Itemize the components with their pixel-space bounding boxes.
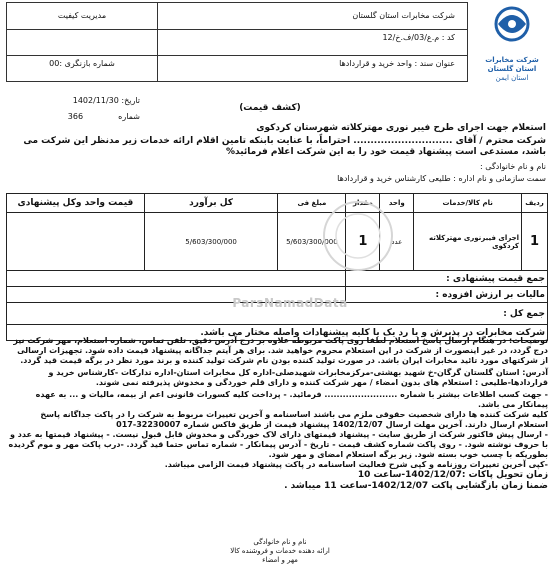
name-line: نام و نام خانوادگی : [480,162,546,171]
row-item: اجرای فیبرنوری مهترکلاته کردکوی [414,213,522,271]
vat-label: مالیات بر ارزش افزوده : [346,287,548,303]
company-name: شرکت مخابرات استان گلستان [352,11,455,20]
signature-supplier: ارائه دهنده خدمات و فروشنده کالا [230,547,330,555]
revision-number: شماره بازنگری :00 [49,59,115,68]
note-paragraph: توضیحات: در هنگام ارسال پاسخ استعلام لطفا روی پاکت مربوطه علاوه بر درج آدرس دقیق، تلفن تماس، شماره استعلام، مهر شرکت نیز درج گردد، در غیر اینصورت از شرکت در این استعلام محروم خواهید شد. برای هر آیتم جداگانه پیشنهاد قیمت داده شود. تجهیزات ارسالی از شرکتهای مورد تائید مخابرات ایران باشد. در صورت تولید کننده بودن نام شرکت تولید کننده و برند مورد نظر در برگه قیمت قید گردد. [13,336,548,365]
telecom-logo-icon [476,4,548,52]
header-divider [7,55,467,56]
col-header-item: نام کالا/خدمات [414,194,522,213]
letter-date: تاریخ: 1402/11/30 [72,96,140,105]
logo-text: شرکت مخابرات استان گلستان [485,56,539,73]
organization-line: سمت سازمانی و نام اداره : طلیعی کارشناس خرید و قراردادها [337,174,546,183]
letter-number [20,112,140,122]
table-header-row [7,194,548,213]
note-paragraph: - جهت کسب اطلاعات بیشتر با شماره ........................ فرمائید. - پرداخت کلیه کسورات قانونی اعم از بیمه، مالیات و ... به عهده پیمانکار می باشد. [35,390,548,409]
sum-row [7,271,548,287]
header-divider [7,29,467,30]
row-number: 1 [522,213,548,271]
delivery-time: زمان تحویل پاکات :1402/12/07-ساعت 10 [357,470,548,480]
document-title: عنوان سند : واحد خرید و قراردادها [339,59,455,68]
col-header-total-estimate: کل برآورد [144,194,278,213]
table-row [7,213,548,271]
inquiry-title: استعلام جهت اجرای طرح فیبر نوری مهترکلاته شهرستان کردکوی [256,123,546,133]
note-paragraph: -کپی آخرین تغییرات روزنامه و کپی شرح فعالیت اساسنامه در پاکت پیشنهاد قیمت الزامی میباشد. [164,460,548,469]
watermark: ParsNamadData [232,296,348,310]
row-proposal [7,213,145,271]
note-paragraph: - ارسال پیش فاکتور شرکت از طریق سایت - پیشنهاد قیمتهای دارای لاک خوردگی و مخدوش قابل قبول نیست. - پیشنهاد قیمتها به عدد و با حروف نوشته شود. - روی پاکت شماره کشف قیمت - تاریخ - آدرس پیمانکار - شماره تماس حتما قید گردد. -درب پاکت مهر و موم گردیده بطوریکه با چسب خوب بسته شود. زیر برگه استعلام امضای و مهر شود. [8,430,548,459]
note-paragraph: کلیه شرکت کننده ها دارای شخصیت حقوقی ملزم می باشند اساسنامه و آخرین تغییرات مربوط به شرکت را در پاکت جداگانه پاسخ استعلام ارسال دارند. آخرین مهلت ارسال 1402/12/07 پیشنهاد قیمت از طریق فاکس شماره 32230007-017 [40,410,548,429]
letter-number-label: شماره [118,112,140,121]
col-header-row: ردیف [522,194,548,213]
col-header-unit-price: مبلغ فی [278,194,346,213]
logo-subtext: استان ایمن [495,74,529,82]
signature-stamp: مهر و امضاء [262,556,298,564]
note-paragraph: آدرس: استان گلستان گرگان-خ شهید بهشتی-مرکزمخابرات شهیدصلی-اداره کل مخابرات استان-اداره تدارکات -کارشناس خرید و قراردادها-طلیعی : استعلام های بدون امضاء / مهر شرکت کننده و دارای قلم خوردگی و مخدوش پذیرفته نمی شوند. [48,368,548,387]
sum-label: جمع قیمت پیشنهادی : [346,271,548,287]
inquiry-heading: (کشف قیمت) [239,103,301,113]
col-header-qty: مقدار [346,194,380,213]
quote-table [6,193,548,341]
table-footer-note: شرکت مخابرات در پذیرش و یا رد یک یا کلیه پیشنهادات واصله مختار می باشد. [7,325,548,341]
inquiry-paragraph: شرکت محترم / آقای ............................. احتراماً، با عنایت بابنکه تامین اقلام ارائه خدمات زیر مدنظر این شرکت می باشد، مستدعی است پیشنهاد قیمت خود را به این شرکت اعلام فرمائید% [23,136,546,157]
signature-block [180,538,380,565]
row-unit: عدد [380,213,414,271]
row-qty: 1 [346,213,380,271]
sum-value [7,271,346,287]
col-header-unit: واحد [380,194,414,213]
company-logo [476,4,548,82]
header-divider-vertical [157,3,158,81]
faint-stamp-icon [318,196,398,276]
row-unit-price: 5/603/300/000 [278,213,346,271]
col-header-proposal: قیمت واحد وکل پیشنهادی [7,194,145,213]
document-header [6,2,468,82]
signature-name: نام و نام خانوادگی [253,538,307,546]
letter-number-value: 366 [67,112,84,121]
total-label: جمع کل : [7,303,548,325]
document-code: کد : م.ع/03/ف.خ/12 [382,33,455,42]
quality-management-label: مدیریت کیفیت [57,11,107,20]
notes-section [8,336,548,492]
opening-time: ضمنا زمان بازگشایی پاکت 1402/12/07-ساعت 11 میباشد . [284,481,548,491]
row-total-estimate: 5/603/300/000 [144,213,278,271]
